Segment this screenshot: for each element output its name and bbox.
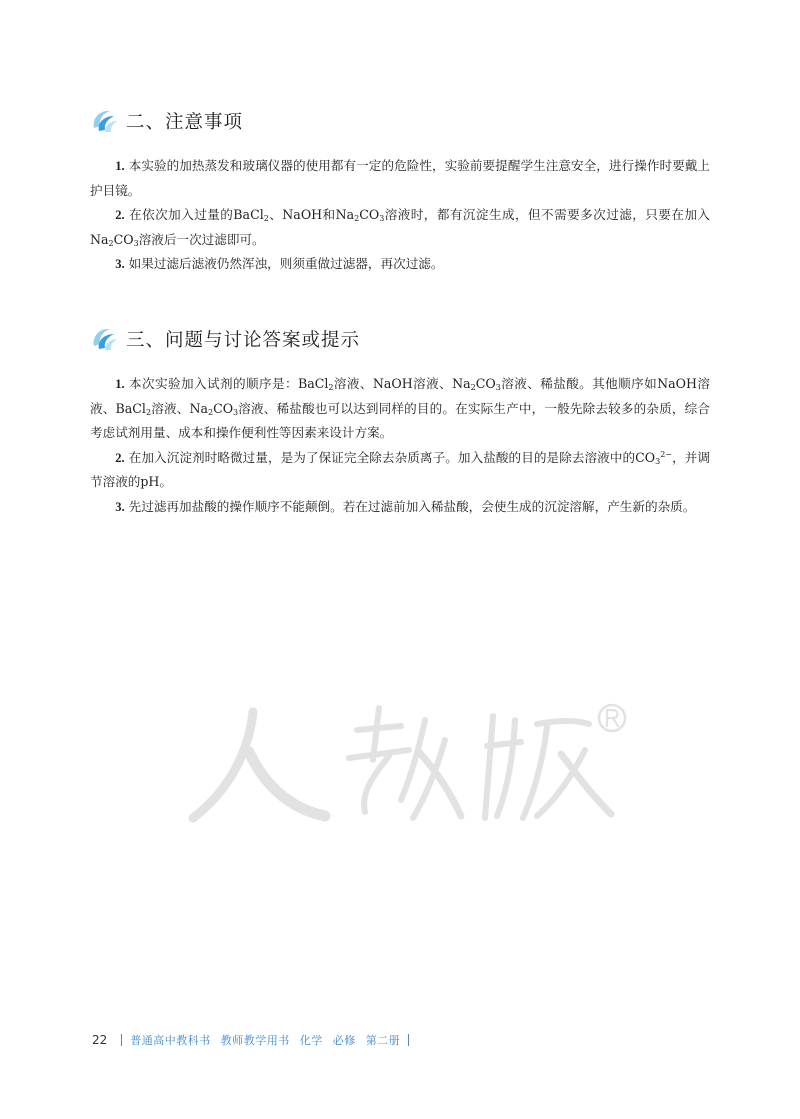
section-precautions [90,104,710,277]
paragraph-item: 2. 在加入沉淀剂时略微过量，是为了保证完全除去杂质离子。加入盐酸的目的是除去溶液中的$CO_3^{2-}$，并调节溶液的pH。 [90,449,710,489]
paragraph-item: 1. 本次实验加入试剂的顺序是：BaCl$_2$溶液、NaOH溶液、$Na_2CO_3$溶液、稀盐酸。其他顺序如NaOH溶液、BaCl$_2$溶液、$Na_2CO_3$溶液、稀盐酸也可以达到同样的目的。在实际生产中，一般先除去较多的杂质，综合考虑试剂用量、成本和操作便利性等因素来设计方案。 [90,376,710,440]
paragraph-item: 1. 本实验的加热蒸发和玻璃仪器的使用都有一定的危险性，实验前要提醒学生注意安全，进行操作时要戴上护目镜。 [90,158,710,198]
swirl-logo-icon [90,106,120,136]
section-title: 三、问题与讨论答案或提示 [126,330,361,351]
page-footer [92,1031,409,1049]
section-discussion-answers [90,322,710,519]
paragraph-item: 3. 如果过滤后滤液仍然浑浊，则须重做过滤器，再次过滤。 [115,256,444,271]
swirl-logo-icon [90,324,120,354]
section-heading [90,104,710,138]
section-title: 二、注意事项 [126,112,244,133]
footer-divider [121,1034,122,1046]
paragraph-item: 2. 在依次加入过量的BaCl$_2$、NaOH和$Na_2CO_3$溶液时，都有沉淀生成，但不需要多次过滤，只要在加入$Na_2CO_3$溶液后一次过滤即可。 [90,207,710,248]
footer-book-title: 普通高中教科书 教师教学用书 化学 必修 第二册 [130,1034,401,1047]
publisher-watermark [175,690,635,840]
paragraph-item: 3. 先过滤再加盐酸的操作顺序不能颠倒。若在过滤前加入稀盐酸，会使生成的沉淀溶解，产生新的杂质。 [115,498,696,514]
footer-divider [408,1034,409,1046]
section-heading [90,322,710,356]
page-number: 22 [92,1033,108,1047]
